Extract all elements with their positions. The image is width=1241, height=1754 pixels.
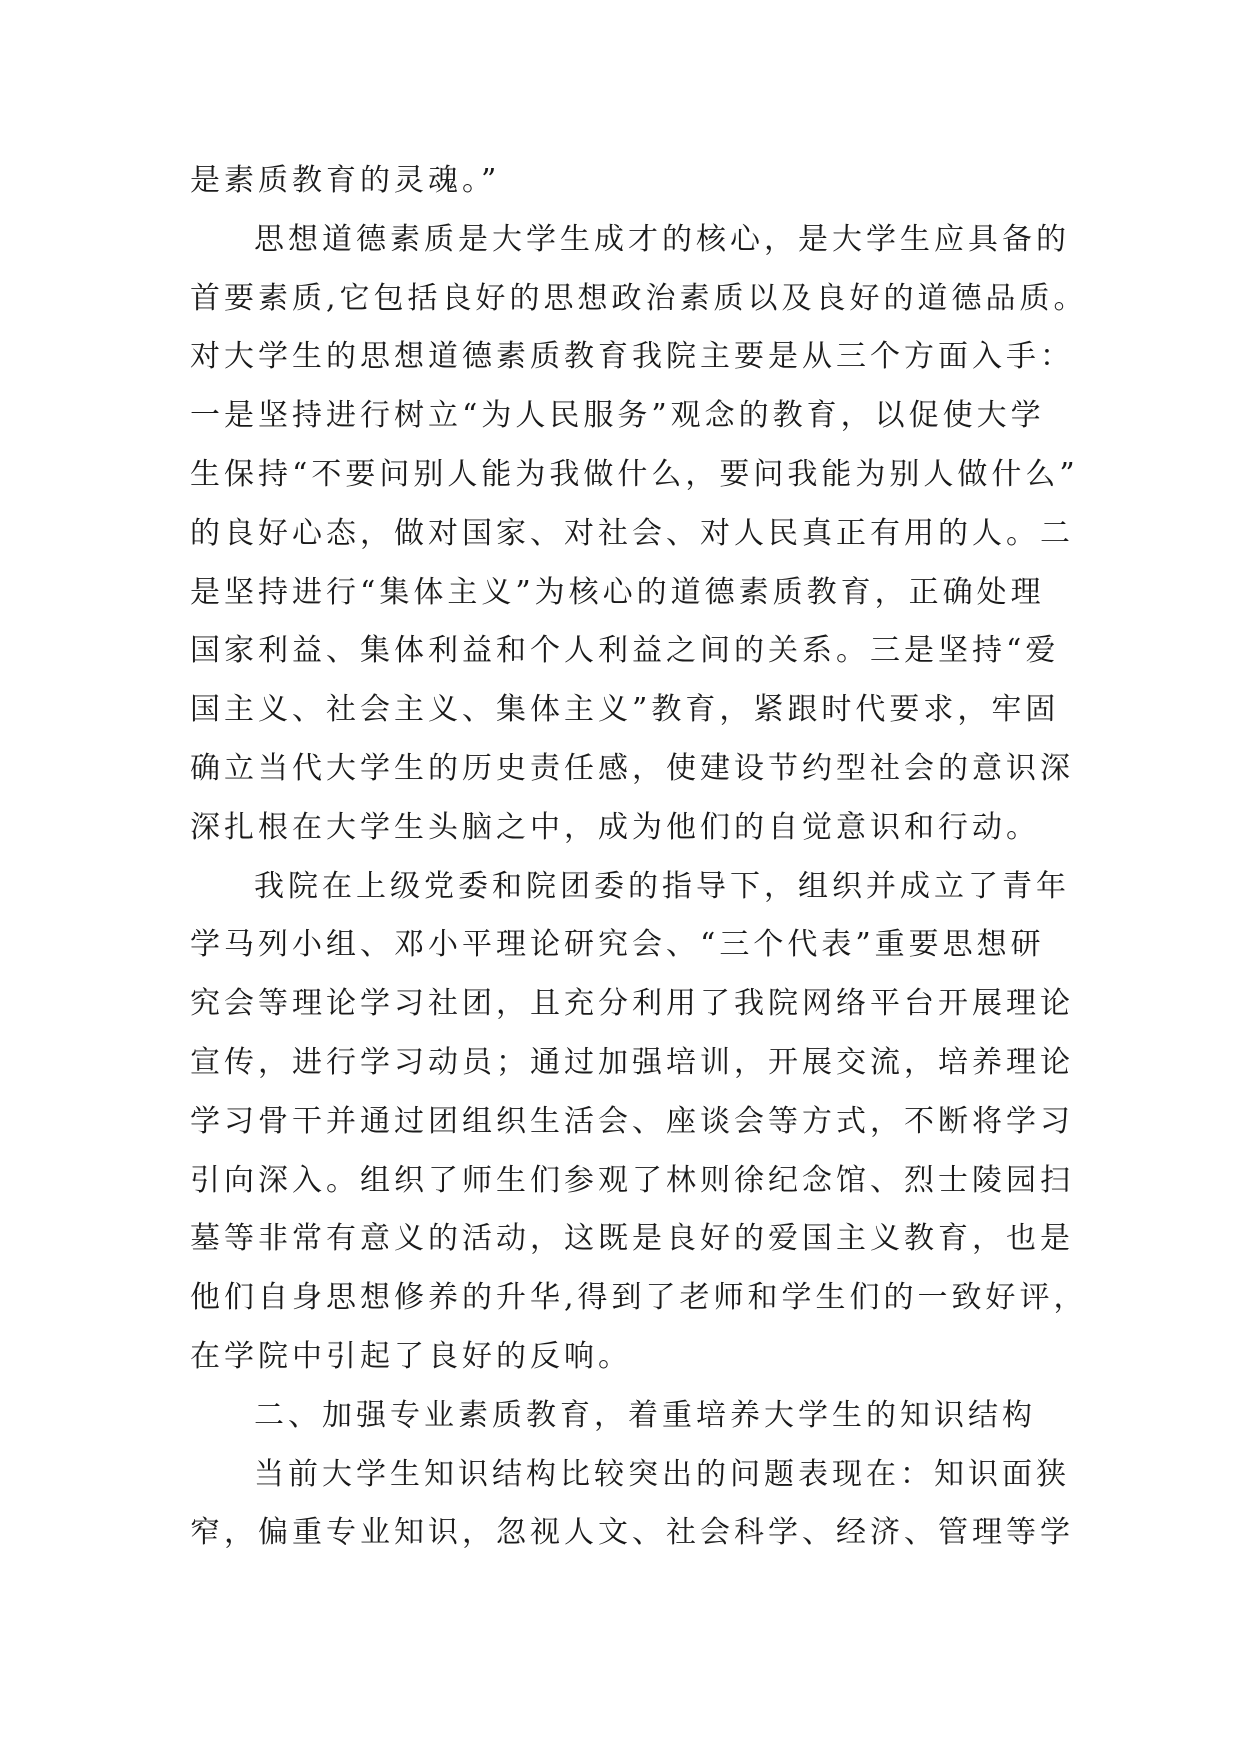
text-line: 当前大学生知识结构比较突出的问题表现在：知识面狭 — [254, 1456, 1070, 1492]
text-line: 我院在上级党委和院团委的指导下，组织并成立了青年 — [254, 868, 1070, 904]
section-heading: 二、加强专业素质教育，着重培养大学生的知识结构 — [254, 1397, 1036, 1433]
text-line: 墓等非常有意义的活动，这既是良好的爱国主义教育，也是 — [190, 1221, 1074, 1257]
text-line: 国主义、社会主义、集体主义”教育，紧跟时代要求，牢固 — [190, 692, 1060, 728]
text-line: 国家利益、集体利益和个人利益之间的关系。三是坚持“爱 — [190, 633, 1060, 669]
text-line: 思想道德素质是大学生成才的核心，是大学生应具备的 — [254, 221, 1070, 257]
text-line: 确立当代大学生的历史责任感，使建设节约型社会的意识深 — [190, 750, 1074, 786]
text-line: 究会等理论学习社团，且充分利用了我院网络平台开展理论 — [190, 986, 1074, 1022]
text-line: 是素质教育的灵魂。” — [190, 163, 501, 198]
text-line: 深扎根在大学生头脑之中，成为他们的自觉意识和行动。 — [190, 809, 1040, 845]
text-line: 他们自身思想修养的升华,得到了老师和学生们的一致好评， — [190, 1280, 1088, 1316]
body-text — [190, 152, 1088, 1563]
text-line: 引向深入。组织了师生们参观了林则徐纪念馆、烈士陵园扫 — [190, 1162, 1074, 1198]
text-line: 的良好心态，做对国家、对社会、对人民真正有用的人。二 — [190, 515, 1074, 551]
text-line: 是坚持进行“集体主义”为核心的道德素质教育，正确处理 — [190, 574, 1045, 610]
text-line: 学习骨干并通过团组织生活会、座谈会等方式，不断将学习 — [190, 1103, 1074, 1139]
text-line: 在学院中引起了良好的反响。 — [190, 1338, 632, 1374]
text-line: 窄，偏重专业知识，忽视人文、社会科学、经济、管理等学 — [190, 1515, 1074, 1551]
text-line: 一是坚持进行树立“为人民服务”观念的教育，以促使大学 — [190, 398, 1045, 434]
text-line: 学马列小组、邓小平理论研究会、“三个代表”重要思想研 — [190, 927, 1045, 963]
text-line: 首要素质,它包括良好的思想政治素质以及良好的道德品质。 — [190, 280, 1088, 316]
text-line: 宣传，进行学习动员；通过加强培训，开展交流，培养理论 — [190, 1044, 1074, 1080]
text-line: 对大学生的思想道德素质教育我院主要是从三个方面入手： — [190, 339, 1074, 375]
text-line: 生保持“不要问别人能为我做什么，要问我能为别人做什么” — [190, 456, 1079, 492]
